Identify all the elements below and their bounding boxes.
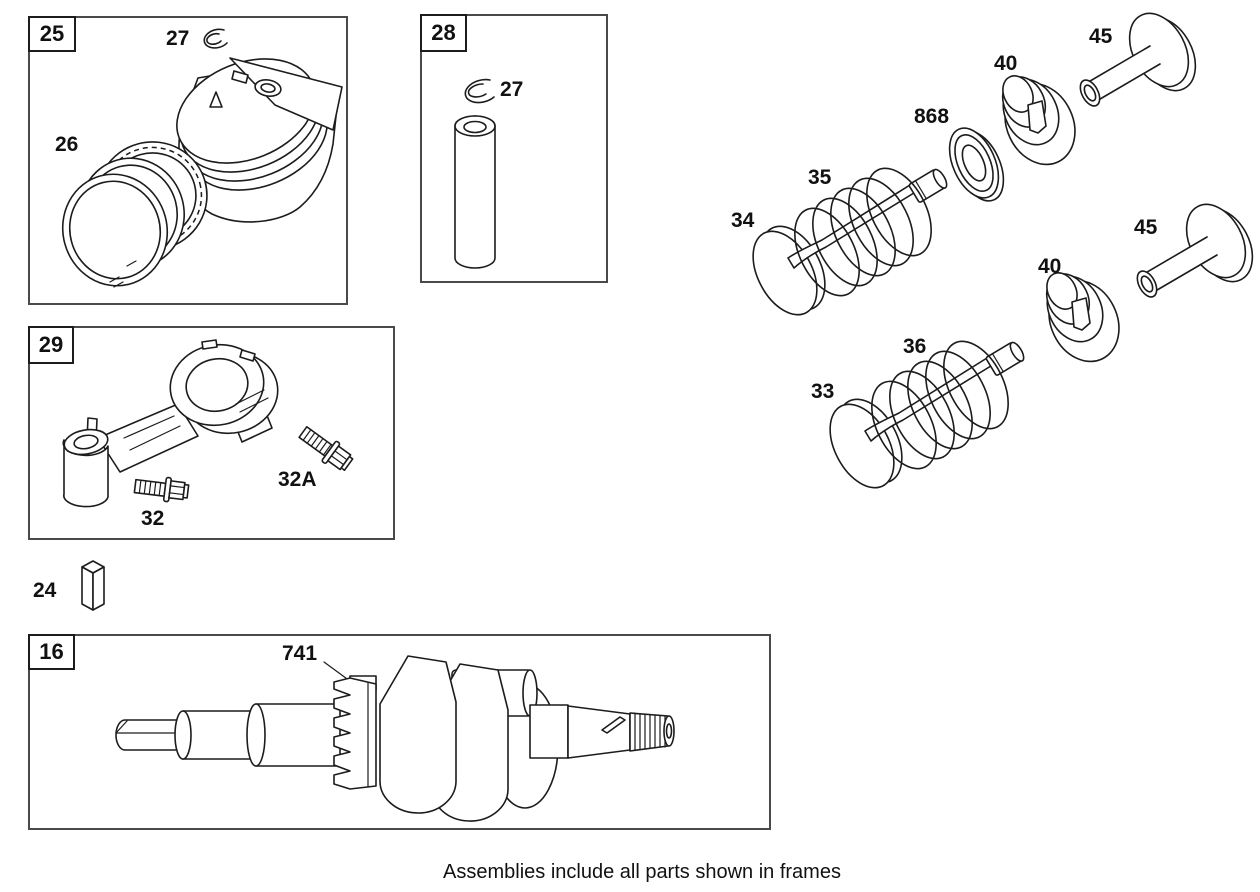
label-spring-36: 36 [903, 335, 927, 358]
label-rod-bolt-32a: 32A [278, 468, 317, 491]
label-piston-rings-26: 26 [55, 133, 79, 156]
label-key-24: 24 [33, 579, 57, 602]
valve-train-drawing [700, 0, 1260, 530]
label-retainer-40-bottom: 40 [1038, 255, 1062, 278]
frame-number-25: 25 [39, 21, 65, 46]
spring-retainer-top-drawing [992, 70, 1088, 176]
valve-stem-seal-drawing [940, 121, 1013, 209]
label-pin-retainer-27: 27 [166, 27, 190, 50]
connecting-rod-drawing [28, 326, 395, 540]
piston-and-rings-drawing [28, 16, 348, 305]
assemblies-caption: Assemblies include all parts shown in frames [443, 861, 841, 883]
frame-number-29: 29 [38, 332, 64, 357]
piston-pin-drawing [420, 14, 608, 283]
label-tappet-45-bottom: 45 [1134, 216, 1158, 239]
tappet-bottom-drawing [1133, 194, 1260, 300]
frame-number-16: 16 [39, 639, 64, 664]
rod-small-end-drawing [62, 418, 109, 507]
pin-retainer-clip-drawing [465, 80, 494, 103]
label-timing-gear-741: 741 [282, 642, 318, 665]
frame-number-28: 28 [431, 20, 456, 45]
spring-retainer-bottom-drawing [1036, 267, 1132, 373]
label-spring-35: 35 [808, 166, 832, 189]
label-valve-34: 34 [731, 209, 755, 232]
tappet-top-drawing [1076, 3, 1207, 109]
crankshaft-output-shaft-drawing [530, 705, 674, 758]
label-rod-bolt-32: 32 [141, 507, 165, 530]
label-valve-33: 33 [811, 380, 835, 403]
crankshaft-drawing [28, 634, 771, 830]
rod-bolt-drawing [134, 474, 190, 504]
label-tappet-45-top: 45 [1089, 25, 1113, 48]
crankshaft-pto-shaft-drawing [116, 704, 340, 766]
label-retainer-40-top: 40 [994, 52, 1018, 75]
intake-valve-and-spring-drawing [740, 158, 949, 326]
pin-retainer-clip-drawing [204, 29, 227, 48]
crankshaft-key-drawing [70, 558, 115, 616]
label-valve-seal-868: 868 [914, 105, 950, 128]
label-pin-retainer-27b: 27 [500, 78, 524, 101]
wrist-pin-drawing [455, 116, 495, 268]
